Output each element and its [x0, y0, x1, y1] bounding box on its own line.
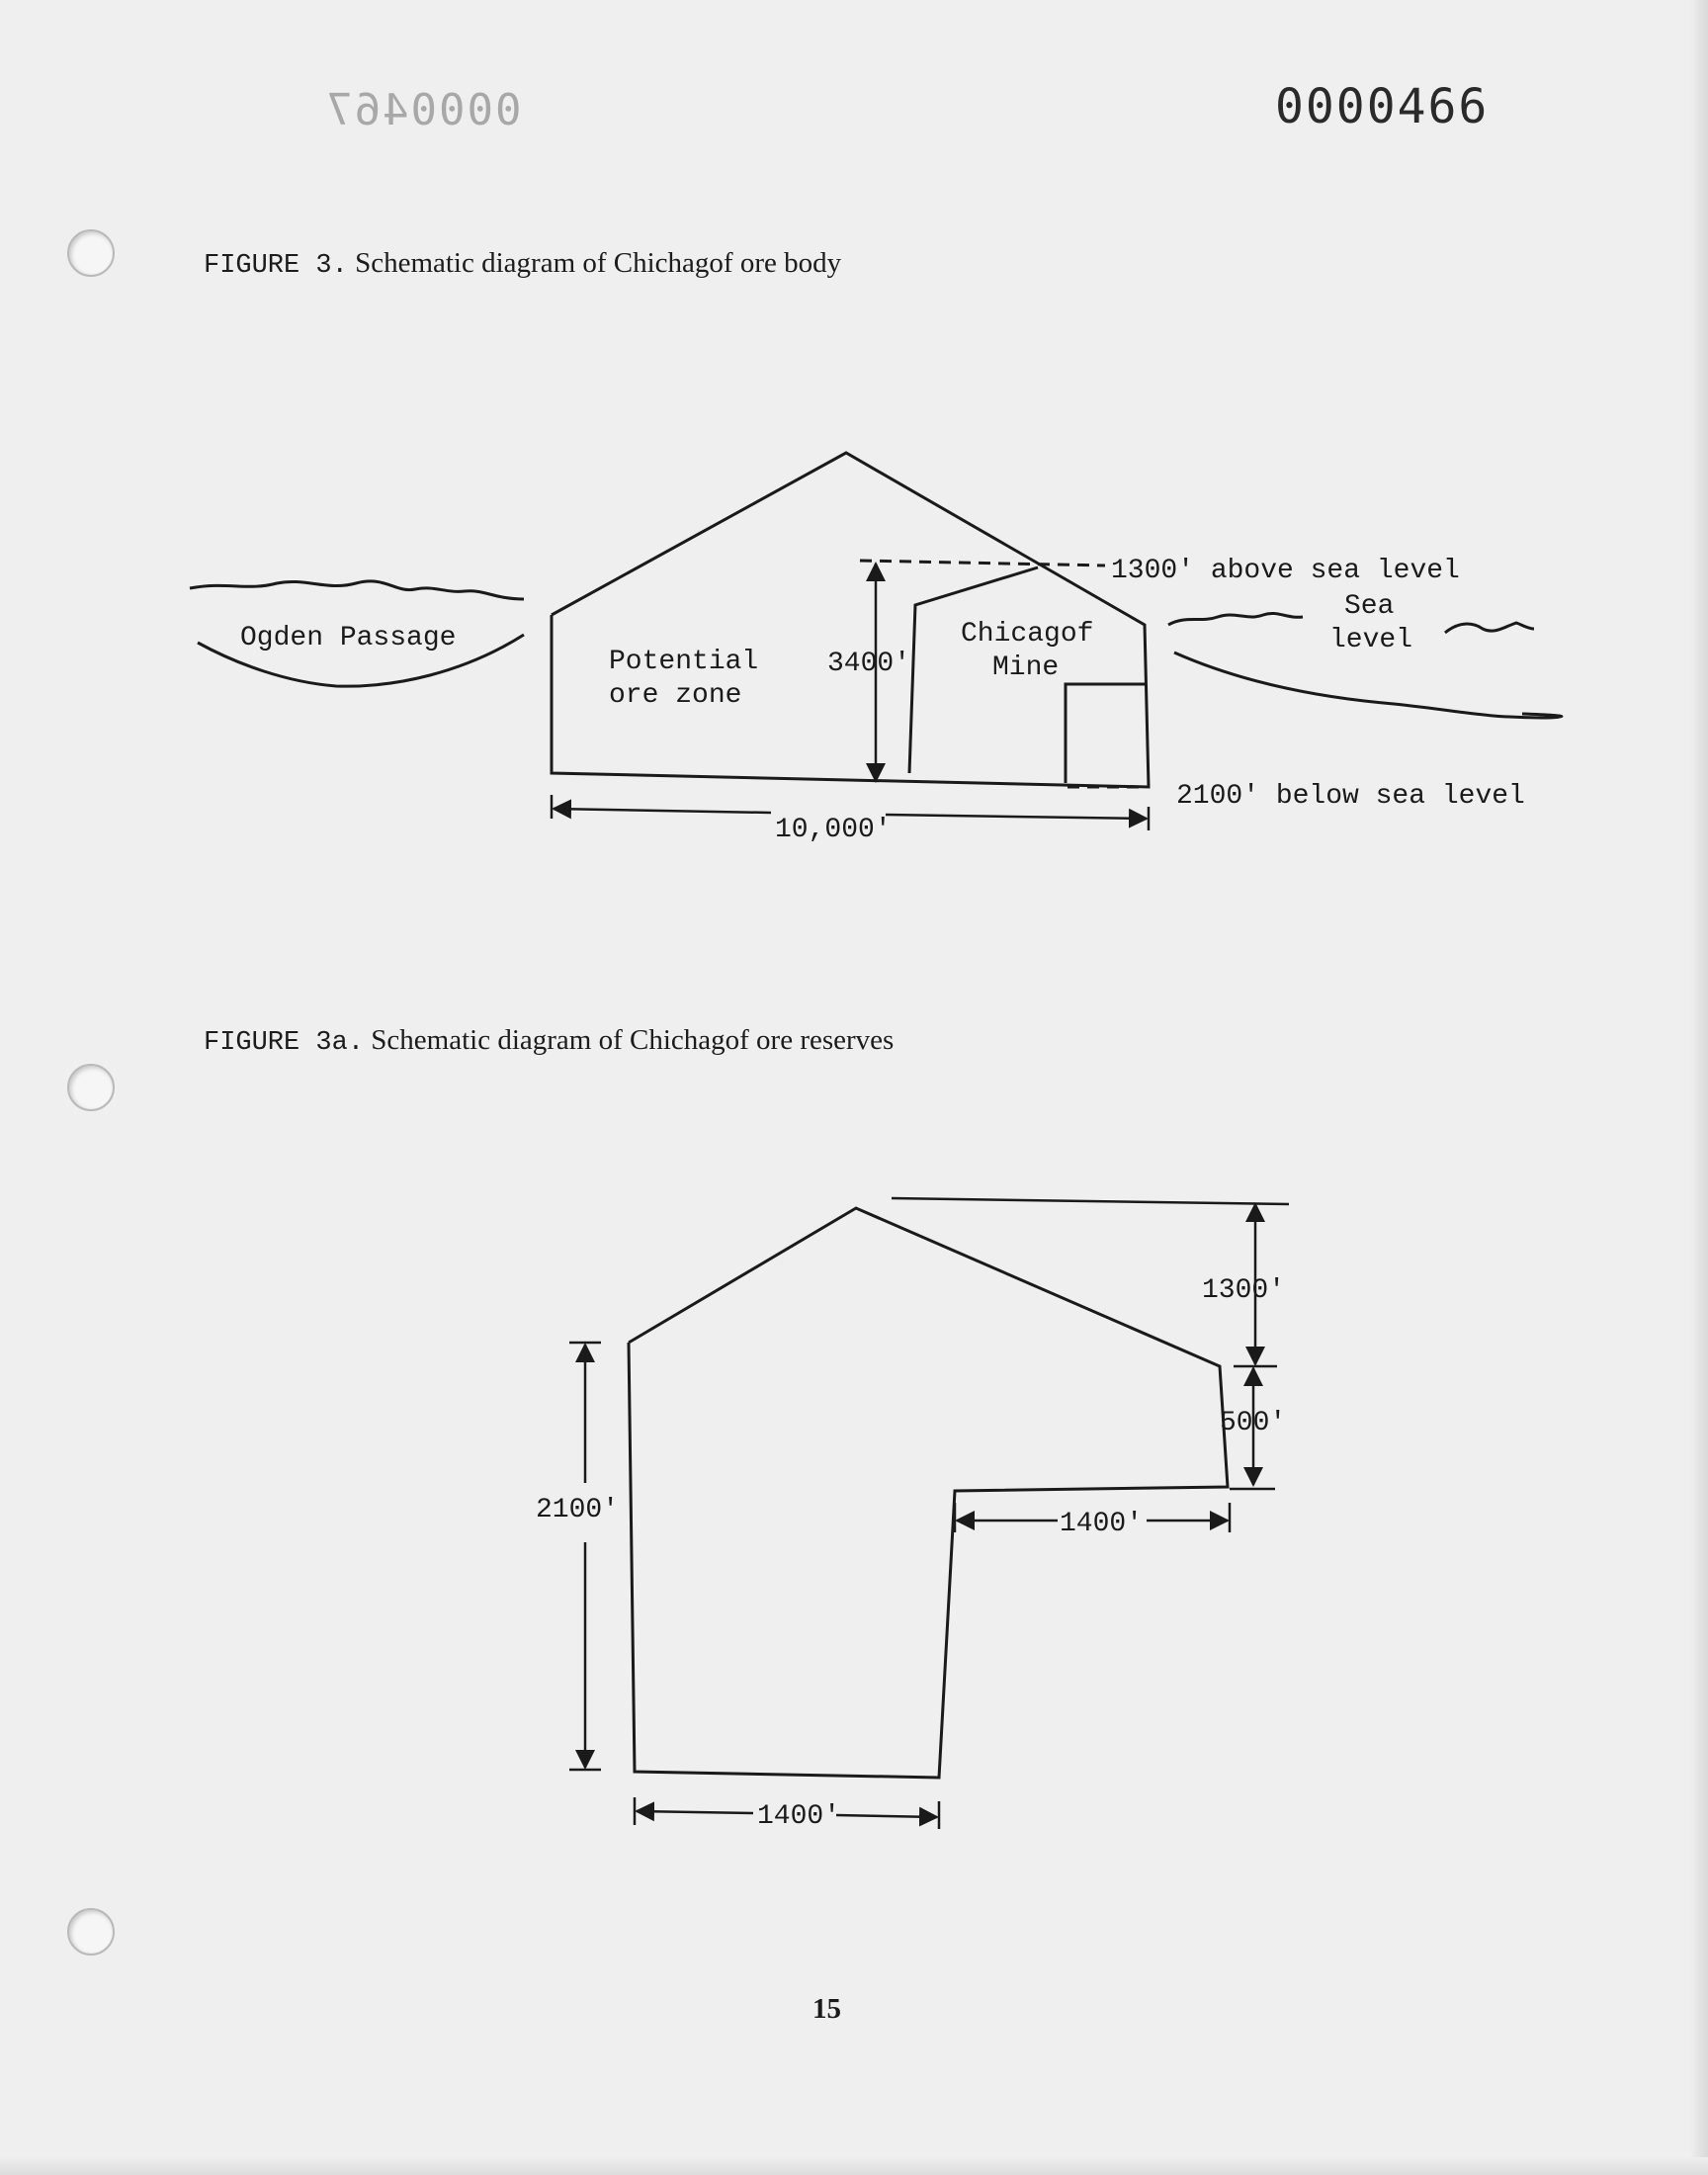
ore-reserves-outline: [629, 1208, 1228, 1778]
figure-3-label: FIGURE 3.: [204, 251, 348, 281]
figure-3-title: Schematic diagram of Chichagof ore body: [355, 247, 842, 279]
chicagof-mine-inner-block: [1066, 684, 1145, 783]
sea-level-label-2: level: [1329, 625, 1413, 655]
height-2100-label: 2100': [536, 1495, 620, 1525]
bleed-through-stamp: 0000467: [324, 85, 522, 135]
figure-3a-diagram: [569, 1198, 1289, 1829]
figure-3a-title: Schematic diagram of Chichagof ore reserves: [371, 1024, 895, 1056]
height-3400-label: 3400': [827, 649, 911, 679]
height-500-label: 500': [1220, 1408, 1287, 1438]
figure-3a-label: FIGURE 3a.: [204, 1028, 365, 1058]
sea-level-wave-right: [1445, 623, 1534, 633]
chicagof-mine-label-2: Mine: [992, 652, 1060, 683]
page-number: 15: [812, 1993, 841, 2025]
sea-level-wave-left: [1168, 613, 1303, 625]
potential-ore-zone-label-1: Potential: [609, 647, 759, 677]
top-reference-line: [892, 1198, 1289, 1204]
sea-shore-line: [1174, 652, 1562, 718]
potential-ore-zone-label-2: ore zone: [609, 680, 742, 711]
height-1300-label: 1300': [1202, 1275, 1286, 1306]
step-width-label: 1400': [1060, 1509, 1144, 1539]
ogden-passage-label: Ogden Passage: [240, 623, 457, 653]
document-number-stamp: 0000466: [1275, 79, 1490, 134]
above-sea-level-dash: [860, 561, 1105, 566]
sea-level-label-1: Sea: [1344, 591, 1395, 622]
base-width-dimension-left: [637, 1811, 753, 1813]
width-10000-dimension-right: [886, 815, 1147, 819]
ogden-passage-wave: [190, 581, 524, 599]
base-width-label: 1400': [757, 1801, 841, 1832]
above-sea-level-label: 1300' above sea level: [1111, 556, 1460, 586]
chicagof-mine-label-1: Chicagof: [961, 619, 1094, 650]
base-width-dimension-right: [836, 1815, 937, 1817]
width-10000-label: 10,000': [775, 815, 892, 845]
width-10000-dimension-left: [554, 809, 771, 813]
below-sea-level-label: 2100' below sea level: [1176, 781, 1525, 812]
